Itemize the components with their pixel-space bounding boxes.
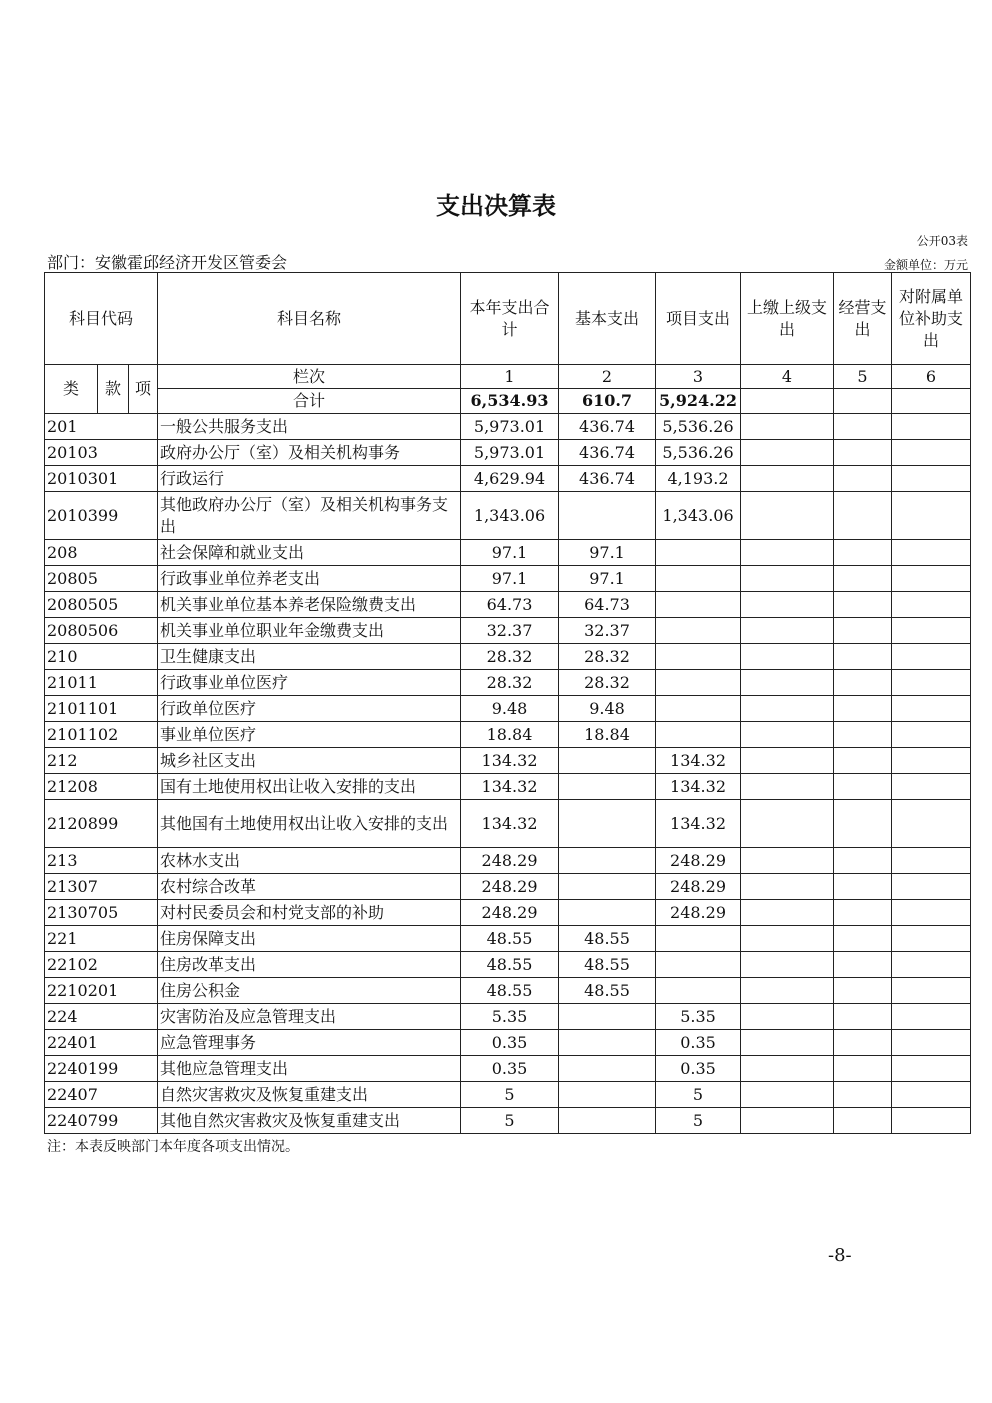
row-value bbox=[559, 1108, 656, 1134]
row-code: 2130705 bbox=[45, 900, 158, 926]
row-value: 48.55 bbox=[559, 952, 656, 978]
header-total: 本年支出合计 bbox=[461, 273, 559, 365]
row-empty-cell bbox=[892, 644, 971, 670]
row-empty-cell bbox=[834, 848, 892, 874]
table-row bbox=[45, 492, 971, 540]
table-row bbox=[45, 874, 971, 900]
row-value: 64.73 bbox=[461, 592, 559, 618]
table-row bbox=[45, 1056, 971, 1082]
header-basic: 基本支出 bbox=[559, 273, 656, 365]
row-empty-cell bbox=[741, 748, 834, 774]
row-value: 48.55 bbox=[461, 926, 559, 952]
row-code: 22407 bbox=[45, 1082, 158, 1108]
row-value: 5,973.01 bbox=[461, 414, 559, 440]
row-empty-cell bbox=[741, 466, 834, 492]
row-value: 18.84 bbox=[461, 722, 559, 748]
row-value: 134.32 bbox=[461, 800, 559, 848]
row-name: 国有土地使用权出让收入安排的支出 bbox=[158, 774, 461, 800]
row-name: 行政运行 bbox=[158, 466, 461, 492]
table-row bbox=[45, 1108, 971, 1134]
row-value: 436.74 bbox=[559, 466, 656, 492]
row-empty-cell bbox=[741, 492, 834, 540]
row-value: 248.29 bbox=[656, 848, 741, 874]
row-code: 201 bbox=[45, 414, 158, 440]
row-value: 0.35 bbox=[461, 1056, 559, 1082]
row-name: 城乡社区支出 bbox=[158, 748, 461, 774]
row-empty-cell bbox=[892, 774, 971, 800]
row-empty-cell bbox=[741, 722, 834, 748]
row-empty-cell bbox=[892, 1004, 971, 1030]
row-value: 28.32 bbox=[559, 644, 656, 670]
row-empty-cell bbox=[741, 952, 834, 978]
row-code: 21011 bbox=[45, 670, 158, 696]
row-empty-cell bbox=[834, 670, 892, 696]
row-empty-cell bbox=[892, 1030, 971, 1056]
total-value bbox=[834, 389, 892, 414]
header-kuan: 款 bbox=[98, 365, 129, 414]
row-value: 4,629.94 bbox=[461, 466, 559, 492]
row-value: 134.32 bbox=[461, 774, 559, 800]
table-row bbox=[45, 566, 971, 592]
row-value bbox=[656, 926, 741, 952]
row-value: 0.35 bbox=[656, 1030, 741, 1056]
row-code: 20805 bbox=[45, 566, 158, 592]
row-code: 2240199 bbox=[45, 1056, 158, 1082]
department-label: 部门：安徽霍邱经济开发区管委会 bbox=[47, 253, 288, 272]
row-value: 4,193.2 bbox=[656, 466, 741, 492]
row-name: 其他政府办公厅（室）及相关机构事务支出 bbox=[158, 492, 461, 540]
row-name: 农林水支出 bbox=[158, 848, 461, 874]
row-value: 134.32 bbox=[656, 800, 741, 848]
row-code: 212 bbox=[45, 748, 158, 774]
row-empty-cell bbox=[741, 414, 834, 440]
total-value: 6,534.93 bbox=[461, 389, 559, 414]
row-empty-cell bbox=[892, 800, 971, 848]
row-value: 5.35 bbox=[656, 1004, 741, 1030]
row-name: 自然灾害救灾及恢复重建支出 bbox=[158, 1082, 461, 1108]
row-value: 9.48 bbox=[559, 696, 656, 722]
row-name: 卫生健康支出 bbox=[158, 644, 461, 670]
row-value: 48.55 bbox=[461, 978, 559, 1004]
row-name: 机关事业单位职业年金缴费支出 bbox=[158, 618, 461, 644]
header-name: 科目名称 bbox=[158, 273, 461, 365]
row-code: 208 bbox=[45, 540, 158, 566]
row-value: 28.32 bbox=[461, 644, 559, 670]
row-value: 97.1 bbox=[461, 540, 559, 566]
row-value: 48.55 bbox=[559, 926, 656, 952]
row-value bbox=[559, 748, 656, 774]
row-empty-cell bbox=[741, 848, 834, 874]
row-empty-cell bbox=[741, 618, 834, 644]
column-index: 4 bbox=[741, 365, 834, 389]
row-empty-cell bbox=[834, 566, 892, 592]
row-value: 134.32 bbox=[656, 748, 741, 774]
row-name: 对村民委员会和村党支部的补助 bbox=[158, 900, 461, 926]
row-empty-cell bbox=[892, 1056, 971, 1082]
row-empty-cell bbox=[741, 670, 834, 696]
row-name: 政府办公厅（室）及相关机构事务 bbox=[158, 440, 461, 466]
table-row bbox=[45, 848, 971, 874]
row-value bbox=[559, 800, 656, 848]
row-value: 248.29 bbox=[461, 874, 559, 900]
row-empty-cell bbox=[834, 644, 892, 670]
column-index: 5 bbox=[834, 365, 892, 389]
row-empty-cell bbox=[834, 1056, 892, 1082]
table-row bbox=[45, 926, 971, 952]
row-empty-cell bbox=[834, 978, 892, 1004]
row-name: 住房改革支出 bbox=[158, 952, 461, 978]
header-subsidy: 对附属单位补助支出 bbox=[892, 273, 971, 365]
total-value: 610.7 bbox=[559, 389, 656, 414]
table-row bbox=[45, 592, 971, 618]
row-empty-cell bbox=[892, 540, 971, 566]
row-value bbox=[559, 1056, 656, 1082]
row-value: 1,343.06 bbox=[461, 492, 559, 540]
row-empty-cell bbox=[741, 926, 834, 952]
row-empty-cell bbox=[741, 900, 834, 926]
row-empty-cell bbox=[834, 1108, 892, 1134]
row-value: 5 bbox=[656, 1082, 741, 1108]
row-name: 住房公积金 bbox=[158, 978, 461, 1004]
row-code: 213 bbox=[45, 848, 158, 874]
row-name: 灾害防治及应急管理支出 bbox=[158, 1004, 461, 1030]
table-row bbox=[45, 414, 971, 440]
row-value: 18.84 bbox=[559, 722, 656, 748]
table-row bbox=[45, 774, 971, 800]
row-name: 行政单位医疗 bbox=[158, 696, 461, 722]
row-code: 221 bbox=[45, 926, 158, 952]
total-label: 合计 bbox=[158, 389, 461, 414]
row-name: 其他国有土地使用权出让收入安排的支出 bbox=[158, 800, 461, 848]
row-empty-cell bbox=[892, 874, 971, 900]
table-row bbox=[45, 540, 971, 566]
row-name: 事业单位医疗 bbox=[158, 722, 461, 748]
table-row bbox=[45, 978, 971, 1004]
row-name: 应急管理事务 bbox=[158, 1030, 461, 1056]
row-empty-cell bbox=[741, 566, 834, 592]
row-value bbox=[559, 900, 656, 926]
row-empty-cell bbox=[892, 414, 971, 440]
row-empty-cell bbox=[834, 926, 892, 952]
row-value: 248.29 bbox=[461, 900, 559, 926]
row-empty-cell bbox=[741, 696, 834, 722]
row-value bbox=[656, 644, 741, 670]
row-value bbox=[656, 540, 741, 566]
row-code: 2210201 bbox=[45, 978, 158, 1004]
table-note: 注：本表反映部门本年度各项支出情况。 bbox=[47, 1139, 299, 1155]
row-value: 1,343.06 bbox=[656, 492, 741, 540]
row-empty-cell bbox=[892, 670, 971, 696]
column-index: 1 bbox=[461, 365, 559, 389]
page-title: 支出决算表 bbox=[436, 192, 556, 220]
row-value: 5 bbox=[656, 1108, 741, 1134]
row-value: 0.35 bbox=[656, 1056, 741, 1082]
row-empty-cell bbox=[834, 492, 892, 540]
column-index-label: 栏次 bbox=[158, 365, 461, 389]
row-empty-cell bbox=[892, 952, 971, 978]
row-empty-cell bbox=[892, 466, 971, 492]
row-empty-cell bbox=[892, 722, 971, 748]
row-empty-cell bbox=[834, 414, 892, 440]
row-code: 20103 bbox=[45, 440, 158, 466]
row-value bbox=[559, 1030, 656, 1056]
row-empty-cell bbox=[834, 592, 892, 618]
row-name: 其他自然灾害救灾及恢复重建支出 bbox=[158, 1108, 461, 1134]
row-name: 住房保障支出 bbox=[158, 926, 461, 952]
table-row bbox=[45, 440, 971, 466]
row-empty-cell bbox=[892, 848, 971, 874]
table-row bbox=[45, 722, 971, 748]
row-value: 28.32 bbox=[461, 670, 559, 696]
row-code: 2120899 bbox=[45, 800, 158, 848]
row-code: 2080505 bbox=[45, 592, 158, 618]
row-value bbox=[559, 774, 656, 800]
row-empty-cell bbox=[834, 540, 892, 566]
row-value: 28.32 bbox=[559, 670, 656, 696]
row-code: 21307 bbox=[45, 874, 158, 900]
table-row bbox=[45, 952, 971, 978]
row-empty-cell bbox=[834, 774, 892, 800]
row-empty-cell bbox=[741, 592, 834, 618]
expenditure-table bbox=[44, 272, 971, 1134]
row-value bbox=[656, 592, 741, 618]
row-empty-cell bbox=[834, 952, 892, 978]
header-code: 科目代码 bbox=[45, 273, 158, 365]
row-value: 0.35 bbox=[461, 1030, 559, 1056]
row-value bbox=[656, 978, 741, 1004]
row-empty-cell bbox=[741, 1082, 834, 1108]
row-code: 21208 bbox=[45, 774, 158, 800]
row-value: 248.29 bbox=[461, 848, 559, 874]
row-name: 其他应急管理支出 bbox=[158, 1056, 461, 1082]
row-empty-cell bbox=[834, 800, 892, 848]
row-value: 48.55 bbox=[559, 978, 656, 1004]
row-value bbox=[559, 1082, 656, 1108]
row-value: 436.74 bbox=[559, 440, 656, 466]
header-xiang: 项 bbox=[129, 365, 158, 414]
row-value bbox=[559, 492, 656, 540]
row-empty-cell bbox=[741, 440, 834, 466]
row-code: 22102 bbox=[45, 952, 158, 978]
table-row bbox=[45, 670, 971, 696]
row-name: 行政事业单位医疗 bbox=[158, 670, 461, 696]
row-code: 210 bbox=[45, 644, 158, 670]
table-row bbox=[45, 1030, 971, 1056]
row-value bbox=[559, 1004, 656, 1030]
row-code: 224 bbox=[45, 1004, 158, 1030]
table-row bbox=[45, 748, 971, 774]
row-value bbox=[656, 952, 741, 978]
row-value: 64.73 bbox=[559, 592, 656, 618]
row-empty-cell bbox=[834, 466, 892, 492]
table-row bbox=[45, 800, 971, 848]
row-code: 22401 bbox=[45, 1030, 158, 1056]
row-value bbox=[656, 722, 741, 748]
header-business: 经营支出 bbox=[834, 273, 892, 365]
row-value bbox=[656, 618, 741, 644]
row-value: 97.1 bbox=[559, 566, 656, 592]
table-row bbox=[45, 696, 971, 722]
table-row bbox=[45, 618, 971, 644]
row-value: 134.32 bbox=[656, 774, 741, 800]
row-value bbox=[656, 670, 741, 696]
total-value: 5,924.22 bbox=[656, 389, 741, 414]
row-empty-cell bbox=[834, 1082, 892, 1108]
row-value: 97.1 bbox=[461, 566, 559, 592]
row-value: 134.32 bbox=[461, 748, 559, 774]
row-value: 5,536.26 bbox=[656, 414, 741, 440]
row-empty-cell bbox=[741, 1030, 834, 1056]
row-empty-cell bbox=[834, 618, 892, 644]
table-row bbox=[45, 466, 971, 492]
row-empty-cell bbox=[741, 800, 834, 848]
row-code: 2240799 bbox=[45, 1108, 158, 1134]
row-code: 2010301 bbox=[45, 466, 158, 492]
header-lei: 类 bbox=[45, 365, 98, 414]
row-empty-cell bbox=[741, 978, 834, 1004]
row-value: 5,536.26 bbox=[656, 440, 741, 466]
row-empty-cell bbox=[892, 748, 971, 774]
row-empty-cell bbox=[834, 748, 892, 774]
row-empty-cell bbox=[892, 696, 971, 722]
row-empty-cell bbox=[834, 440, 892, 466]
row-name: 农村综合改革 bbox=[158, 874, 461, 900]
row-value bbox=[559, 874, 656, 900]
row-empty-cell bbox=[834, 1004, 892, 1030]
row-name: 社会保障和就业支出 bbox=[158, 540, 461, 566]
row-name: 机关事业单位基本养老保险缴费支出 bbox=[158, 592, 461, 618]
row-empty-cell bbox=[892, 978, 971, 1004]
header-remit: 上缴上级支出 bbox=[741, 273, 834, 365]
column-index: 3 bbox=[656, 365, 741, 389]
table-row bbox=[45, 900, 971, 926]
row-empty-cell bbox=[834, 900, 892, 926]
row-value bbox=[656, 566, 741, 592]
row-empty-cell bbox=[892, 566, 971, 592]
row-empty-cell bbox=[741, 874, 834, 900]
row-name: 行政事业单位养老支出 bbox=[158, 566, 461, 592]
row-empty-cell bbox=[892, 440, 971, 466]
total-value bbox=[892, 389, 971, 414]
row-value: 5,973.01 bbox=[461, 440, 559, 466]
row-value: 5 bbox=[461, 1108, 559, 1134]
table-row bbox=[45, 644, 971, 670]
row-value: 248.29 bbox=[656, 874, 741, 900]
row-empty-cell bbox=[741, 644, 834, 670]
table-row bbox=[45, 1004, 971, 1030]
row-empty-cell bbox=[834, 874, 892, 900]
row-value: 436.74 bbox=[559, 414, 656, 440]
row-empty-cell bbox=[741, 774, 834, 800]
row-empty-cell bbox=[892, 900, 971, 926]
row-code: 2101101 bbox=[45, 696, 158, 722]
column-index: 2 bbox=[559, 365, 656, 389]
row-value bbox=[656, 696, 741, 722]
row-value: 5 bbox=[461, 1082, 559, 1108]
row-value: 97.1 bbox=[559, 540, 656, 566]
row-code: 2080506 bbox=[45, 618, 158, 644]
row-value: 5.35 bbox=[461, 1004, 559, 1030]
row-empty-cell bbox=[892, 618, 971, 644]
row-empty-cell bbox=[892, 1108, 971, 1134]
row-name: 一般公共服务支出 bbox=[158, 414, 461, 440]
row-value: 32.37 bbox=[461, 618, 559, 644]
row-empty-cell bbox=[741, 540, 834, 566]
row-code: 2101102 bbox=[45, 722, 158, 748]
row-empty-cell bbox=[741, 1004, 834, 1030]
row-empty-cell bbox=[892, 492, 971, 540]
row-empty-cell bbox=[741, 1108, 834, 1134]
row-empty-cell bbox=[834, 722, 892, 748]
table-row bbox=[45, 1082, 971, 1108]
row-value: 9.48 bbox=[461, 696, 559, 722]
row-empty-cell bbox=[892, 592, 971, 618]
header-project: 项目支出 bbox=[656, 273, 741, 365]
column-index: 6 bbox=[892, 365, 971, 389]
row-empty-cell bbox=[892, 926, 971, 952]
row-empty-cell bbox=[834, 1030, 892, 1056]
total-value bbox=[741, 389, 834, 414]
row-empty-cell bbox=[741, 1056, 834, 1082]
row-code: 2010399 bbox=[45, 492, 158, 540]
row-value bbox=[559, 848, 656, 874]
form-number: 公开03表 bbox=[916, 234, 968, 248]
page-number: -8- bbox=[828, 1245, 852, 1266]
row-empty-cell bbox=[834, 696, 892, 722]
unit-label: 金额单位：万元 bbox=[883, 258, 968, 272]
row-value: 32.37 bbox=[559, 618, 656, 644]
row-value: 248.29 bbox=[656, 900, 741, 926]
row-empty-cell bbox=[892, 1082, 971, 1108]
row-value: 48.55 bbox=[461, 952, 559, 978]
